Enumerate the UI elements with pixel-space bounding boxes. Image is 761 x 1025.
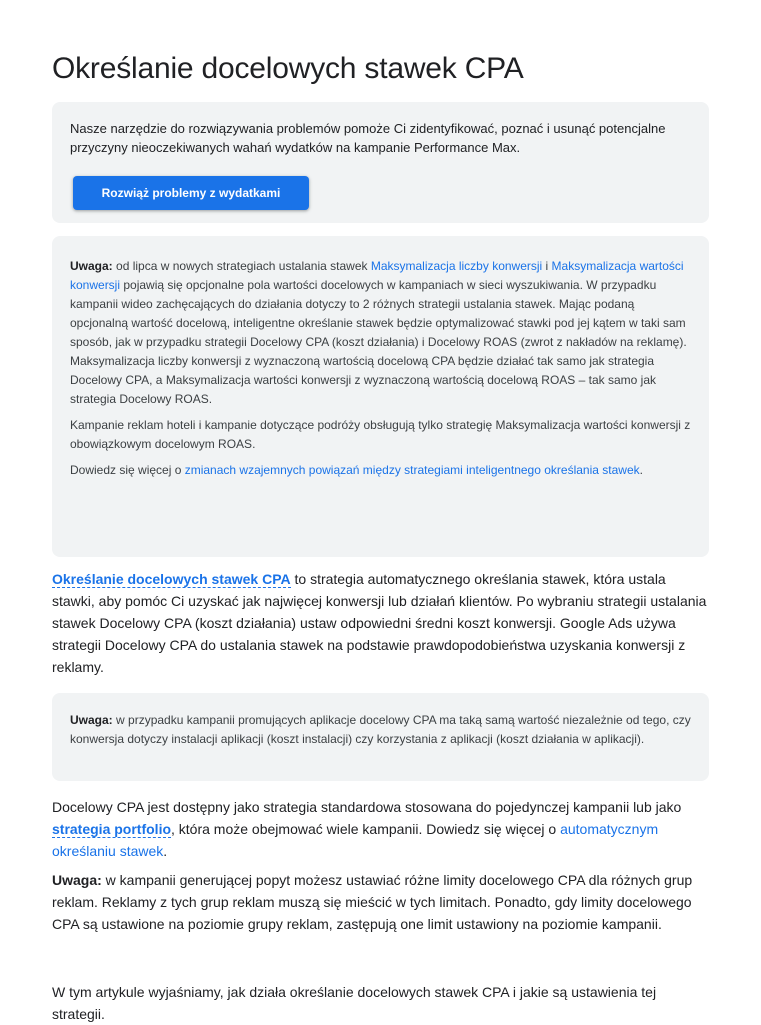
smart-bidding-changes-link[interactable]: zmianach wzajemnych powiązań między strategiami inteligentnego określania stawek [184,463,640,477]
troubleshooter-callout [52,102,709,223]
learn-more-paragraph: Dowiedz się więcej o zmianach wzajemnych powiązań między strategiami inteligentnego określania stawek. [70,463,643,477]
target-cpa-term-link[interactable]: Określanie docelowych stawek CPA [52,571,291,587]
automated-bidding-link[interactable]: automatycznym określaniu stawek [52,821,659,859]
demand-gen-note-paragraph: Uwaga: w kampanii generującej popyt możesz ustawiać różne limity docelowego CPA dla różnych grup reklam. Reklamy z tych grup reklam muszą się mieścić w tych limitach. Ponadto, gdy limity docelowego CPA są ustawione na poziomie grupy reklam, zastępują one limit ustawiony na poziomie kampanii. [52,872,693,932]
page-title: Określanie docelowych stawek CPA [52,52,524,85]
app-campaign-note-paragraph: Uwaga: w przypadku kampanii promujących aplikacje docelowy CPA ma taką samą wartość niezależnie od tego, czy konwersja dotyczy instalacji aplikacji (koszt instalacji) czy korzystania z aplikacji (koszt działania w aplikacji). [70,713,691,746]
troubleshooter-text: Nasze narzędzie do rozwiązywania problemów pomoże Ci zidentyfikować, poznać i usunąć potencjalne przyczyny nieoczekiwanych wahań wydatków na kampanie Performance Max. [70,121,666,155]
note-label: Uwaga: [52,872,102,888]
max-conversions-link[interactable]: Maksymalizacja liczby konwersji [370,259,543,273]
note-label: Uwaga: [70,259,113,273]
bidding-note-callout [52,236,709,557]
app-campaign-note-callout [52,693,709,781]
portfolio-paragraph: Docelowy CPA jest dostępny jako strategia standardowa stosowana do pojedynczej kampanii lub jako strategia portfolio, która może obejmować wiele kampanii. Dowiedz się więcej o automatycznym określaniu stawek. [52,799,682,859]
bidding-note-paragraph: Uwaga: od lipca w nowych strategiach ustalania stawek Maksymalizacja liczby konwersji i Maksymalizacja wartości konwersji pojawią się opcjonalne pola wartości docelowych w kampaniach w sieci wyszukiwania. W przypadku kampanii wideo zachęcających do działania dotyczy to 2 różnych strategii ustalania stawek. Mając podaną opcjonalną wartość docelową, inteligentne określanie stawek będzie optymalizować stawki pod jej kątem w taki sam sposób, jak w przypadku strategii Docelowy CPA (koszt działania) i Docelowy ROAS (zwrot z nakładów na reklamę). Maksymalizacja liczby konwersji z wyznaczoną wartością docelową CPA będzie działać tak samo jak strategia Docelowy CPA, a Maksymalizacja wartości konwersji z wyznaczoną wartością docelową ROAS – tak samo jak strategia Docelowy ROAS. [70,259,687,406]
troubleshoot-spend-button[interactable]: Rozwiąż problemy z wydatkami [73,176,309,210]
max-conversion-value-link[interactable]: Maksymalizacja wartości konwersji [70,259,684,292]
hotel-campaigns-paragraph: Kampanie reklam hoteli i kampanie dotyczące podróży obsługują tylko strategię Maksymalizacja wartości konwersji z obowiązkowym docelowym ROAS. [70,418,691,451]
article-summary-paragraph: W tym artykule wyjaśniamy, jak działa określanie docelowych stawek CPA i jakie są ustawienia tej strategii. [52,984,657,1022]
intro-paragraph: Określanie docelowych stawek CPA to strategia automatycznego określania stawek, która ustala stawki, aby pomóc Ci uzyskać jak najwięcej konwersji lub działań klientów. Po wybraniu strategii ustalania stawek Docelowy CPA (koszt działania) ustaw odpowiedni średni koszt konwersji. Google Ads używa strategii Docelowy CPA do ustalania stawek na podstawie prawdopodobieństwa uzyskania konwersji z reklamy. [52,571,707,675]
portfolio-strategy-term-link[interactable]: strategia portfolio [52,821,172,837]
note-label: Uwaga: [70,713,113,727]
